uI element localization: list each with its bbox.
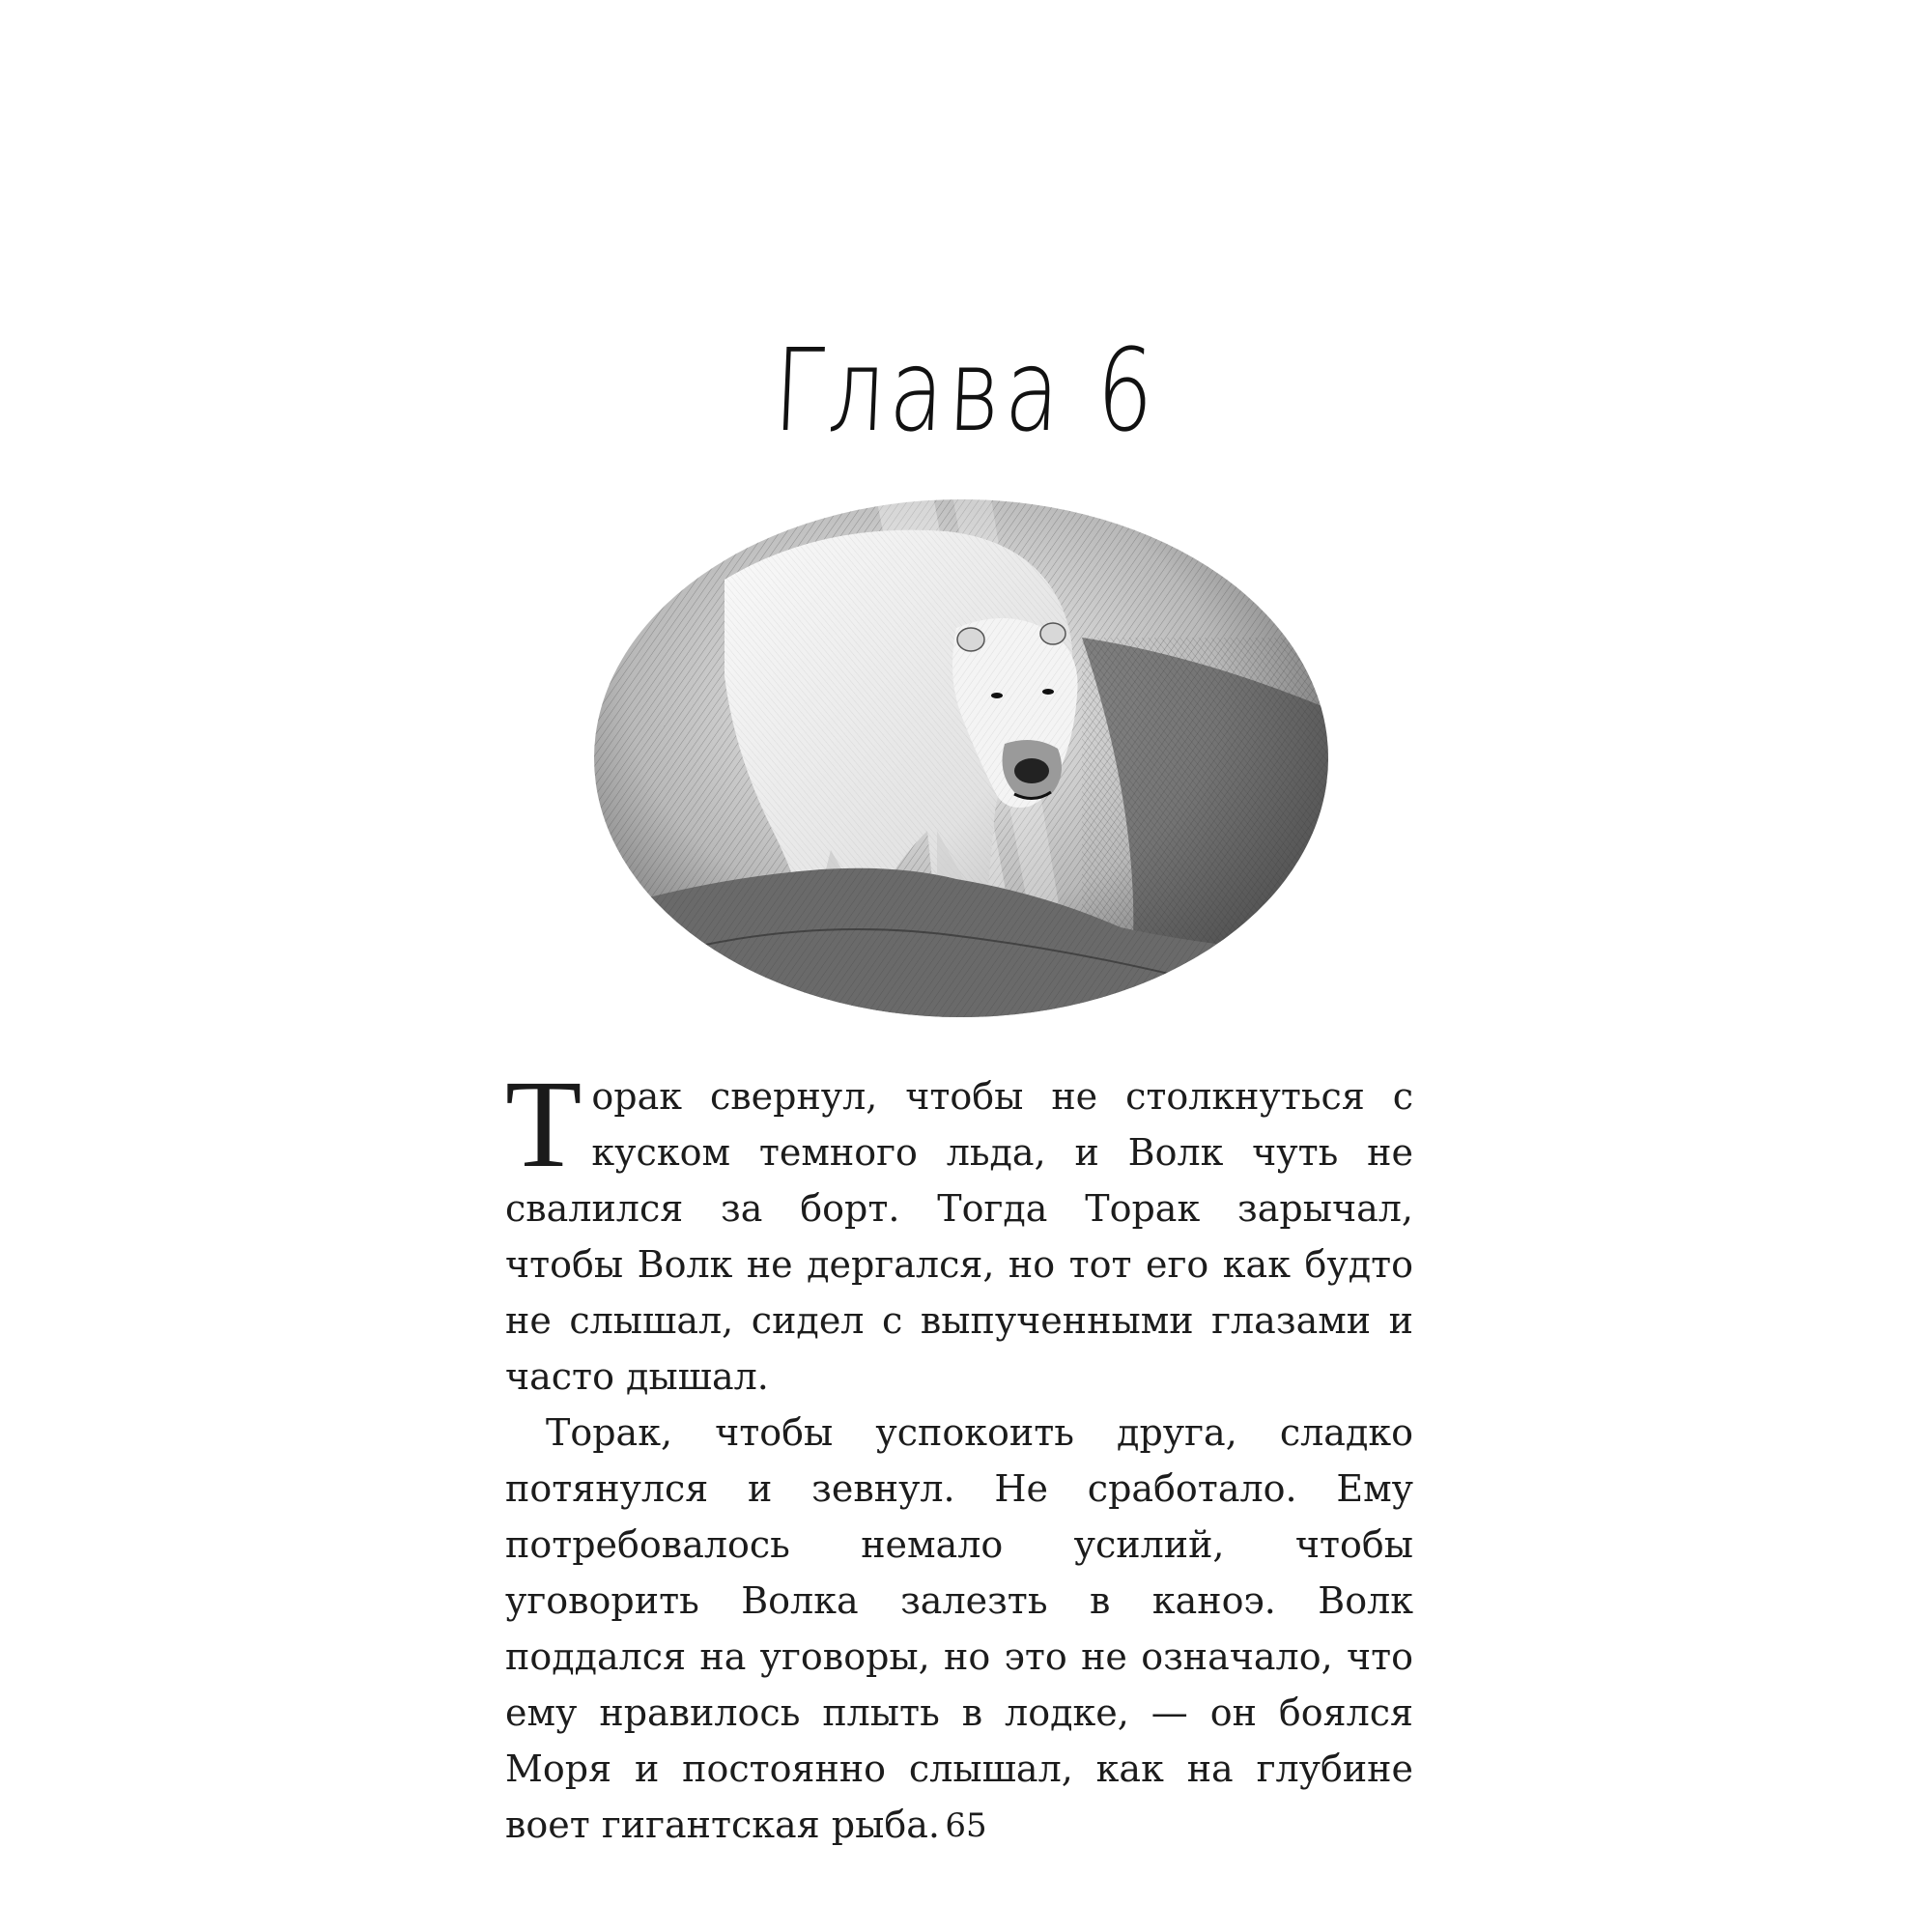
polar-bear-illustration <box>580 464 1343 1043</box>
body-text <box>505 1055 1413 1853</box>
page-number: 65 <box>945 1806 987 1845</box>
chapter-title: Глава 6 <box>771 324 1161 457</box>
paragraph <box>505 1055 1413 1405</box>
paragraph-text: Торак, чтобы успокоить друга, сладко потянулся и зевнул. Не сработало. Ему потребовалось немало усилий, чтобы уговорить Волка залезть в каноэ. Волк поддался на уговоры, но это не означало, что ему нравилось плыть в лодке, — он боялся Моря и постоянно слышал, как на глубине воет гигантская рыба. <box>505 1411 1413 1846</box>
paragraph <box>505 1405 1413 1853</box>
drop-cap: Т <box>505 1055 582 1194</box>
paragraph-text: орак свернул, чтобы не столкнуться с куском темного льда, и Волк чуть не свалился за борт. Тогда Торак зарычал, чтобы Волк не дергался, но тот его как будто не слышал, сидел с выпученными глазами и часто дышал. <box>505 1075 1413 1398</box>
